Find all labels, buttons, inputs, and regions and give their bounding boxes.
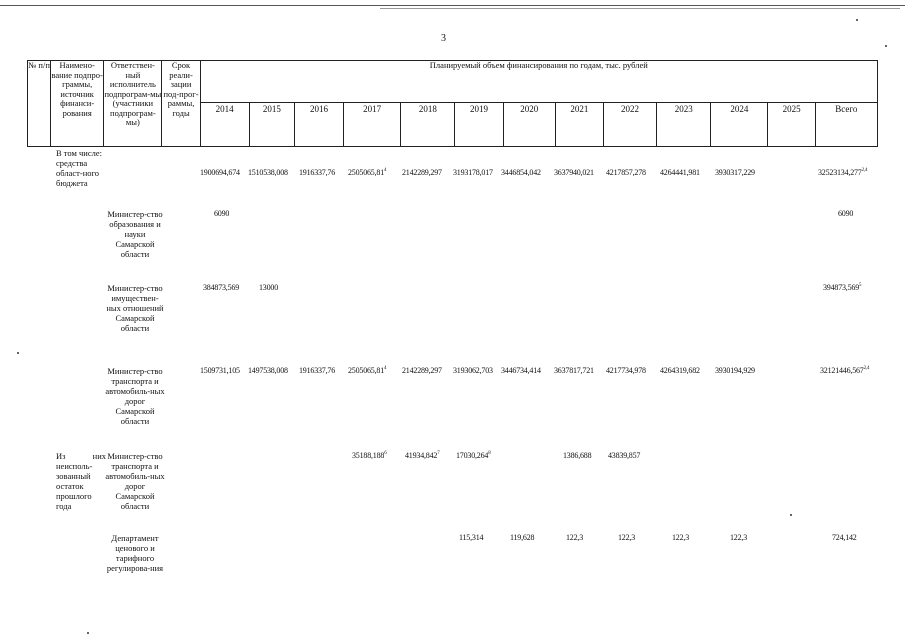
incl-2017: 2505065,81$^4$	[348, 168, 387, 177]
scan-speck	[856, 19, 858, 21]
trans-2019: 3193062,703	[453, 366, 493, 375]
year-header: 2019	[455, 103, 503, 147]
incl-2014: 1900694,674	[200, 168, 240, 177]
row-unused-label: Из них неисполь-зованный остаток прошлого года	[56, 451, 106, 511]
year-header: 2018	[401, 103, 455, 147]
min-prop-2015: 13000	[259, 283, 279, 292]
trans-2018: 2142289,297	[402, 366, 442, 375]
year-header: 2025	[768, 103, 815, 147]
year-header: 2014	[200, 103, 249, 147]
incl-2021: 3637940,021	[554, 168, 594, 177]
min-prop-total: 394873,569$^5$	[823, 283, 862, 292]
header-col-name: Наимено-вание подпро-граммы, источник финанси-рования	[51, 61, 104, 147]
dept-2023: 122,3	[672, 533, 690, 542]
min-edu-total: 6090	[838, 209, 854, 218]
unused-2021: 1386,688	[563, 451, 592, 460]
unused-2017: 35188,188$^6$	[352, 451, 387, 460]
incl-total: 32523134,277$^{2,4}$	[818, 168, 868, 177]
header-col-funding: Планируемый объем финансирования по годам, тыс. рублей	[200, 61, 877, 103]
min-prop-2014: 384873,569	[203, 283, 240, 292]
unused-2018: 41934,842$^7$	[405, 451, 440, 460]
dept-2020: 119,628	[510, 533, 535, 542]
trans-2016: 1916337,76	[299, 366, 336, 375]
header-table	[27, 60, 878, 147]
trans-2021: 3637817,721	[554, 366, 594, 375]
year-header: 2017	[344, 103, 401, 147]
year-header-total: Всего	[815, 103, 877, 147]
year-header: 2016	[294, 103, 343, 147]
trans-total: 32121446,567$^{2,4}$	[820, 366, 870, 375]
scan-speck	[87, 632, 89, 634]
incl-2016: 1916337,76	[299, 168, 336, 177]
trans-2024: 3930194,929	[715, 366, 755, 375]
dept-2024: 122,3	[730, 533, 748, 542]
year-header: 2021	[555, 103, 603, 147]
scan-speck	[17, 352, 19, 354]
top-border-line-2	[380, 8, 900, 9]
incl-2022: 4217857,278	[606, 168, 646, 177]
unused-2019: 17030,264$^8$	[456, 451, 491, 460]
unused-2022: 43839,857	[608, 451, 641, 460]
incl-2023: 4264441,981	[660, 168, 700, 177]
top-border-line	[0, 5, 905, 6]
resp-min-edu: Министер-ство образования и науки Самарской области	[107, 209, 163, 259]
dept-total: 724,142	[832, 533, 857, 542]
incl-2015: 1510538,008	[248, 168, 288, 177]
scan-speck	[885, 45, 887, 47]
header-col-num: № п/п	[28, 61, 51, 147]
trans-2017: 2505065,81$^4$	[348, 366, 387, 375]
resp-dept: Департамент ценового и тарифного регулирова-ния	[106, 533, 164, 573]
year-header: 2015	[249, 103, 294, 147]
resp-min-prop: Министер-ство имуществен-ных отношений Самарской области	[106, 283, 164, 333]
trans-2022: 4217734,978	[606, 366, 646, 375]
page-number: 3	[441, 33, 446, 44]
resp-unused: Министер-ство транспорта и автомобиль-ных дорог Самарской области	[105, 451, 165, 511]
dept-2019: 115,314	[459, 533, 484, 542]
dept-2022: 122,3	[618, 533, 636, 542]
year-header: 2020	[503, 103, 555, 147]
dept-2021: 122,3	[566, 533, 584, 542]
header-col-resp: Ответствен-ный исполнитель подпрограм-мы (участники подпрограм-мы)	[104, 61, 162, 147]
incl-2024: 3930317,229	[715, 168, 755, 177]
trans-2015: 1497538,008	[248, 366, 288, 375]
trans-2014: 1509731,105	[200, 366, 240, 375]
scan-speck	[790, 514, 792, 516]
incl-2019: 3193178,017	[453, 168, 493, 177]
trans-2020: 3446734,414	[501, 366, 541, 375]
row-incl-label: В том числе: средства област-ного бюджета	[56, 148, 102, 188]
min-edu-2014: 6090	[214, 209, 230, 218]
year-header: 2023	[657, 103, 711, 147]
year-header: 2022	[603, 103, 656, 147]
trans-2023: 4264319,682	[660, 366, 700, 375]
header-col-term: Срок реали-зации под-прог-раммы, годы	[162, 61, 200, 147]
year-header: 2024	[711, 103, 768, 147]
resp-min-trans: Министер-ство транспорта и автомобиль-ных дорог Самарской области	[105, 366, 165, 426]
incl-2020: 3446854,042	[501, 168, 541, 177]
incl-2018: 2142289,297	[402, 168, 442, 177]
